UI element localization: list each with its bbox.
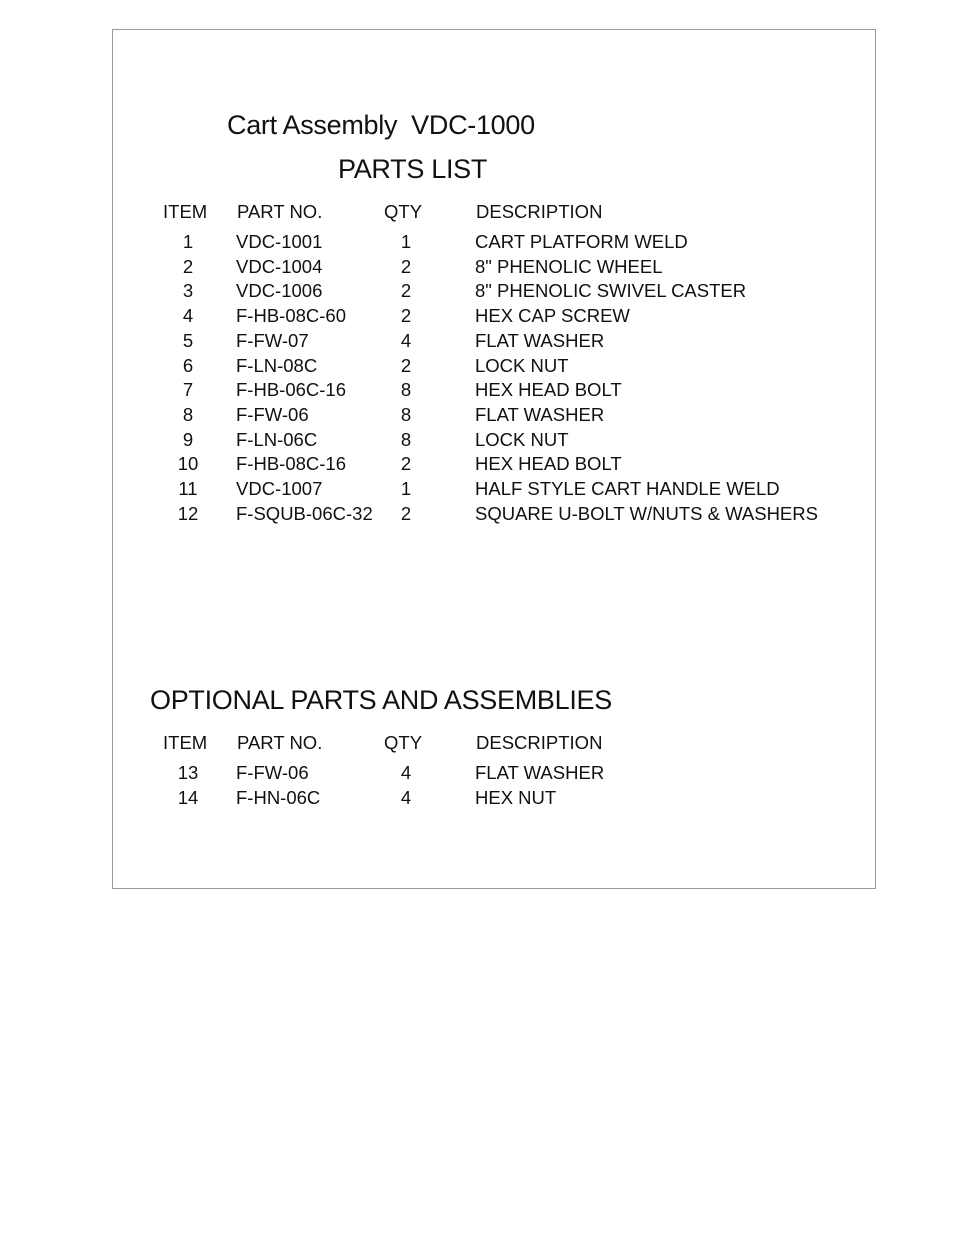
- row-item: 8: [182, 403, 194, 425]
- document-title: [227, 110, 535, 141]
- table-row: [0, 379, 954, 403]
- header-part-no: PART NO.: [237, 732, 323, 753]
- assembly-name: Cart Assembly: [227, 110, 398, 140]
- row-item: 6: [182, 354, 194, 376]
- table-row: [0, 231, 954, 255]
- row-part-no: VDC-1007: [236, 478, 323, 499]
- row-part-no: F-SQUB-06C-32: [236, 502, 373, 524]
- header-part-no: PART NO.: [237, 201, 323, 222]
- row-part-no: VDC-1006: [236, 280, 323, 302]
- row-item: 13: [177, 762, 199, 783]
- table-row: [0, 330, 954, 354]
- row-qty: 4: [400, 762, 412, 783]
- header-description: DESCRIPTION: [476, 732, 603, 753]
- row-item: 11: [178, 478, 198, 499]
- row-qty: 4: [400, 329, 412, 351]
- row-item: 7: [182, 379, 194, 401]
- table-row: [0, 355, 954, 379]
- table-row: [0, 256, 954, 280]
- row-item: 5: [182, 329, 194, 351]
- row-description: HEX HEAD BOLT: [475, 379, 622, 401]
- row-part-no: F-LN-08C: [236, 354, 318, 376]
- row-description: 8" PHENOLIC SWIVEL CASTER: [475, 280, 747, 302]
- row-description: LOCK NUT: [475, 354, 569, 376]
- table-row: [0, 429, 954, 453]
- optional-parts-heading: OPTIONAL PARTS AND ASSEMBLIES: [150, 685, 612, 715]
- row-description: 8" PHENOLIC WHEEL: [475, 255, 663, 277]
- row-item: 10: [177, 453, 199, 475]
- table-row: [0, 762, 954, 786]
- row-description: CART PLATFORM WELD: [475, 231, 688, 252]
- row-part-no: F-HB-06C-16: [236, 379, 346, 401]
- parts-table-header: [0, 201, 954, 225]
- header-item: ITEM: [163, 201, 208, 222]
- row-item: 2: [182, 255, 194, 277]
- row-qty: 8: [400, 428, 412, 450]
- row-qty: 2: [400, 502, 412, 524]
- row-part-no: VDC-1001: [236, 231, 323, 252]
- row-qty: 8: [400, 379, 412, 401]
- row-part-no: F-LN-06C: [236, 428, 318, 450]
- row-qty: 2: [400, 305, 412, 327]
- row-part-no: F-FW-07: [236, 329, 309, 351]
- table-row: [0, 404, 954, 428]
- row-part-no: F-FW-06: [236, 762, 309, 783]
- assembly-model: VDC-1000: [411, 110, 535, 140]
- row-description: FLAT WASHER: [475, 329, 605, 351]
- row-description: LOCK NUT: [475, 428, 569, 450]
- parts-list-heading: PARTS LIST: [338, 154, 488, 184]
- row-description: FLAT WASHER: [475, 403, 605, 425]
- table-row: [0, 787, 954, 811]
- row-qty: 4: [400, 786, 412, 808]
- row-item: 9: [182, 428, 194, 450]
- row-part-no: F-HN-06C: [236, 786, 321, 808]
- optional-table-header: [0, 732, 954, 756]
- row-part-no: F-FW-06: [236, 403, 309, 425]
- row-item: 12: [177, 502, 199, 524]
- header-qty: QTY: [384, 201, 423, 222]
- row-description: HEX CAP SCREW: [475, 305, 630, 327]
- table-row: [0, 478, 954, 502]
- row-part-no: F-HB-08C-16: [236, 453, 346, 475]
- row-qty: 2: [400, 453, 412, 475]
- header-description: DESCRIPTION: [476, 201, 603, 222]
- row-qty: 1: [400, 231, 412, 252]
- table-row: [0, 503, 954, 527]
- row-description: HEX HEAD BOLT: [475, 453, 622, 475]
- header-qty: QTY: [384, 732, 423, 753]
- row-item: 4: [182, 305, 194, 327]
- row-item: 3: [182, 280, 194, 302]
- row-part-no: F-HB-08C-60: [236, 305, 346, 327]
- row-description: SQUARE U-BOLT W/NUTS & WASHERS: [475, 502, 818, 524]
- row-qty: 8: [400, 403, 412, 425]
- table-row: [0, 453, 954, 477]
- row-part-no: VDC-1004: [236, 255, 323, 277]
- row-item: 14: [177, 786, 199, 808]
- table-row: [0, 305, 954, 329]
- row-qty: 2: [400, 280, 412, 302]
- row-item: 1: [182, 231, 194, 252]
- row-description: FLAT WASHER: [475, 762, 605, 783]
- row-qty: 1: [400, 478, 412, 499]
- table-row: [0, 280, 954, 304]
- row-description: HEX NUT: [475, 786, 557, 808]
- row-qty: 2: [400, 255, 412, 277]
- header-item: ITEM: [163, 732, 208, 753]
- row-qty: 2: [400, 354, 412, 376]
- row-description: HALF STYLE CART HANDLE WELD: [475, 478, 780, 499]
